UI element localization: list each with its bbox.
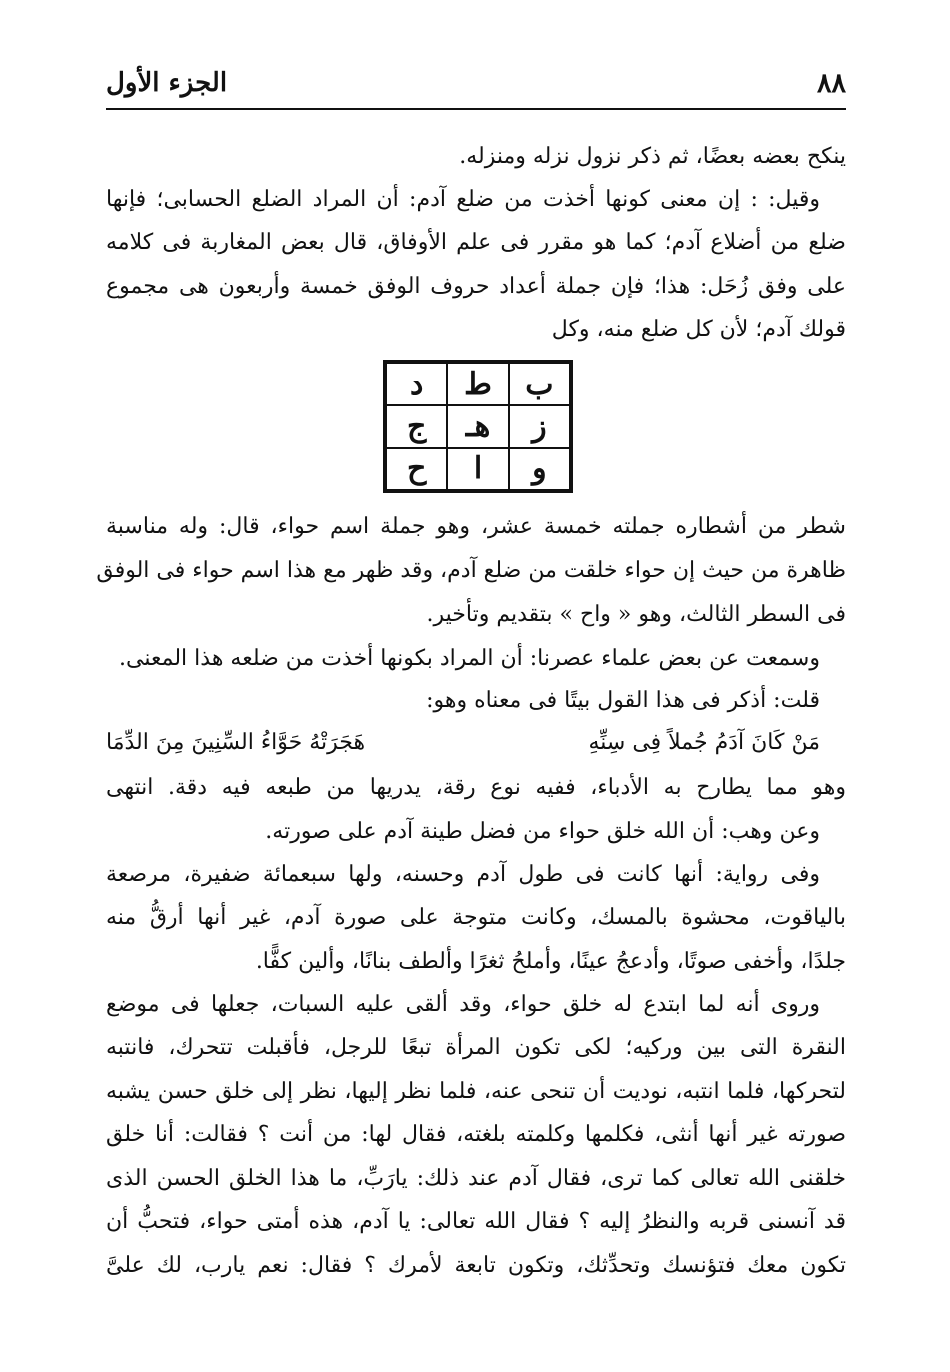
square-cell: د — [386, 363, 447, 405]
square-cell: ط — [447, 363, 508, 405]
text-line: وهو مما يطارح به الأدباء، ففيه نوع رقة، يدريها من طبعه فيه دقة. انتهى — [106, 775, 846, 800]
text-line: شطر من أشطاره جملته خمسة عشر، وهو جملة اسم حواء، قال: وله مناسبة — [106, 514, 846, 539]
text-line: وعن وهب: أن الله خلق حواء من فضل طينة آدم على صورته. — [265, 819, 820, 844]
text-line: فى السطر الثالث، وهو « واح » بتقديم وتأخير. — [426, 602, 846, 627]
text-line: بالياقوت، محشوة بالمسك، وكانت متوجة على صورة آدم، غير أنها أرقُّ منه — [106, 905, 846, 930]
text-line: قد آنسنى قربه والنظرُ إليه ؟ فقال الله تعالى: يا آدم، هذه أمتى حواء، فتحبُّ أن — [106, 1209, 846, 1234]
square-cell: ج — [386, 405, 447, 447]
text-line: وسمعت عن بعض علماء عصرنا: أن المراد بكونها أخذت من ضلعه هذا المعنى. — [119, 646, 820, 671]
text-line: قولك آدم؛ لأن كل ضلع منه، وكل — [551, 317, 846, 342]
verse-second-hemistich: هَجَرَتْهُ حَوَّاءُ السِّنِينَ مِنَ الدِّمَا — [106, 730, 366, 755]
text-line: وروى أنه لما ابتدع له خلق حواء، وقد ألقى عليه السبات، جعلها فى موضع — [106, 992, 820, 1017]
text-line: على وفق زُحَل: هذا؛ فإن جملة أعداد حروف الوفق خمسة وأربعون هى مجموع — [106, 274, 846, 299]
verse-first-hemistich: مَنْ كَانَ آدَمُ جُملاً فِى سِنِّهِ — [588, 730, 820, 755]
text-line: قلت: أذكر فى هذا القول بيتًا فى معناه وهو: — [426, 688, 820, 713]
text-line: خلقنى الله تعالى كما ترى، فقال آدم عند ذلك: يارَبِّ، ما هذا الخلق الحسن الذى — [106, 1166, 846, 1191]
square-cell: ح — [386, 448, 447, 490]
poetry-verse — [106, 730, 846, 764]
square-cell: هـ — [447, 405, 508, 447]
square-cell: و — [509, 448, 570, 490]
text-line: تكون معك فتؤنسك وتحدِّثك، وتكون تابعة لأمرك ؟ فقال: نعم يارب، لك علىَّ — [106, 1253, 846, 1278]
square-cell: ا — [447, 448, 508, 490]
text-line: النقرة التى بين وركيه؛ لكى تكون المرأة تبعًا للرجل، فأقبلت تتحرك، فانتبه — [106, 1035, 846, 1060]
page-header — [106, 62, 846, 110]
text-line: ضلع من أضلاع آدم؛ كما هو مقرر فى علم الأوفاق، قال بعض المغاربة فى كلامه — [106, 230, 846, 255]
square-cell: ز — [509, 405, 570, 447]
text-line: وفى رواية: أنها كانت فى طول آدم وحسنه، ولها سبعمائة ضفيرة، مرصعة — [106, 862, 820, 887]
text-line: وقيل: : إن معنى كونها أخذت من ضلع آدم: أن المراد الضلع الحسابى؛ فإنها — [106, 187, 820, 212]
magic-square-table — [383, 360, 573, 493]
square-cell: ب — [509, 363, 570, 405]
text-line: لتحركها، فلما انتبه، نوديت أن تنحى عنه، فلما نظر إليها، نظر إلى خلق حسن يشبه — [106, 1079, 846, 1104]
text-line: صورته غير أنها أنثى، فكلمها وكلمته بلغته، فقال لها: من أنت ؟ فقالت: أنا خلق — [106, 1122, 846, 1147]
running-title: الجزء الأول — [106, 68, 228, 98]
page-number: ٨٨ — [816, 68, 846, 99]
text-line: ظاهرة من حيث إن حواء خلقت من ضلع آدم، وقد ظهر مع هذا اسم حواء فى الوفق — [96, 558, 846, 583]
text-line: ينكح بعضه بعضًا، ثم ذكر نزول نزله ومنزله. — [459, 144, 846, 169]
text-line: جلدًا، وأخفى صوتًا، وأدعجُ عينًا، وأملحُ ثغرًا وألطف بنانًا، وألين كفًّا. — [255, 949, 846, 974]
